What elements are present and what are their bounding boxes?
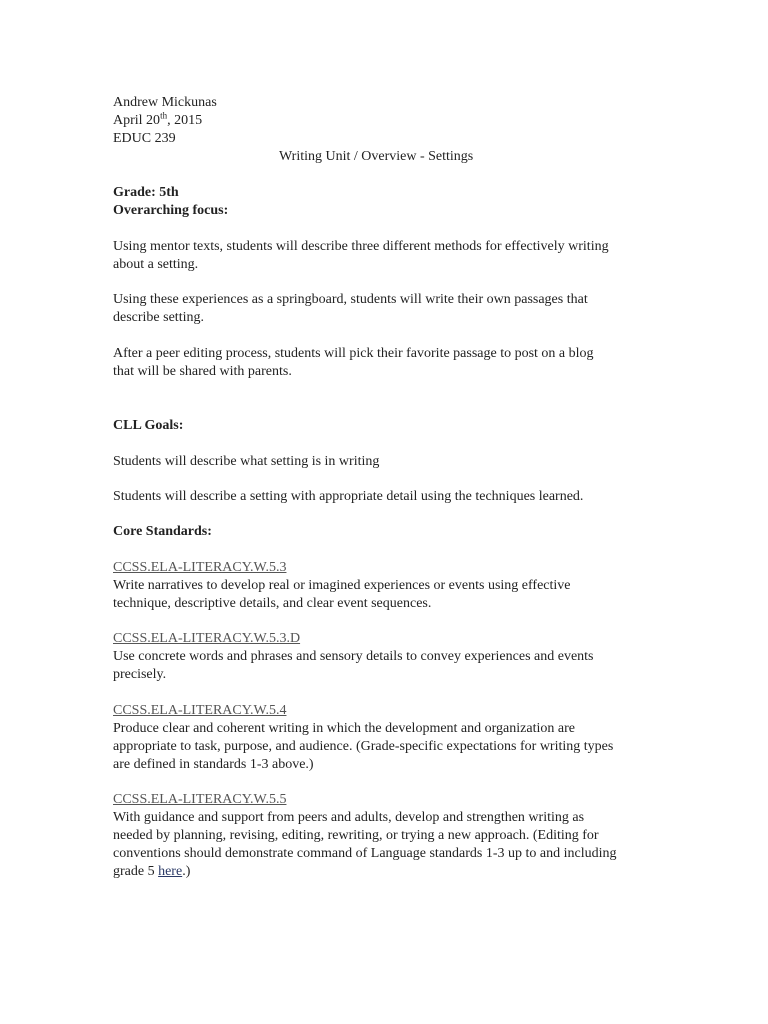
cll-goal: Students will describe what setting is in writing xyxy=(113,454,380,469)
paragraph-line: describe setting. xyxy=(113,310,204,325)
cll-goal: Students will describe a setting with appropriate detail using the techniques learned. xyxy=(113,489,584,504)
document-page xyxy=(113,94,673,881)
course-code: EDUC 239 xyxy=(113,131,176,146)
standard-text-line: conventions should demonstrate command of Language standards 1-3 up to and including xyxy=(113,846,617,861)
paragraph-line: about a setting. xyxy=(113,257,199,272)
standard-text-suffix: .) xyxy=(182,864,191,879)
standard-text-line: Write narratives to develop real or imagined experiences or events using effective xyxy=(113,578,571,593)
standard-block xyxy=(113,630,673,684)
core-standards-heading: Core Standards: xyxy=(113,524,212,539)
overarching-heading: Overarching focus: xyxy=(113,203,229,218)
here-link[interactable]: here xyxy=(158,864,183,879)
cll-goals-heading: CLL Goals: xyxy=(113,418,184,433)
grade-label: Grade: 5th xyxy=(113,185,179,200)
date-suffix: th xyxy=(160,110,168,121)
standard-link[interactable]: CCSS.ELA-LITERACY.W.5.5 xyxy=(113,792,287,807)
document-date xyxy=(113,112,673,130)
standard-block xyxy=(113,791,673,881)
standard-text-line: Produce clear and coherent writing in which the development and organization are xyxy=(113,721,575,736)
paragraph-line: Using mentor texts, students will describe three different methods for effectively writing xyxy=(113,239,609,254)
standard-text-line: needed by planning, revising, editing, rewriting, or trying a new approach. (Editing for xyxy=(113,828,599,843)
standard-text-line: are defined in standards 1-3 above.) xyxy=(113,757,314,772)
standard-text-line: precisely. xyxy=(113,667,167,682)
standard-text-prefix: grade 5 xyxy=(113,864,159,879)
standard-link[interactable]: CCSS.ELA-LITERACY.W.5.4 xyxy=(113,703,287,718)
standard-link[interactable]: CCSS.ELA-LITERACY.W.5.3 xyxy=(113,560,287,575)
paragraph-line: After a peer editing process, students will pick their favorite passage to post on a blog xyxy=(113,346,594,361)
author-name: Andrew Mickunas xyxy=(113,95,217,110)
date-month-day: April 20 xyxy=(113,113,161,128)
standard-text-line: appropriate to task, purpose, and audience. (Grade-specific expectations for writing types xyxy=(113,739,614,754)
date-year: , 2015 xyxy=(167,113,203,128)
standard-link[interactable]: CCSS.ELA-LITERACY.W.5.3.D xyxy=(113,631,301,646)
overarching-paragraph xyxy=(113,345,673,381)
standard-text-line: With guidance and support from peers and adults, develop and strengthen writing as xyxy=(113,810,585,825)
paragraph-line: Using these experiences as a springboard, students will write their own passages that xyxy=(113,292,588,307)
paragraph-line: that will be shared with parents. xyxy=(113,364,292,379)
standard-block xyxy=(113,702,673,774)
standard-text-line: Use concrete words and phrases and sensory details to convey experiences and events xyxy=(113,649,594,664)
overarching-paragraph xyxy=(113,291,673,327)
standard-text-line: technique, descriptive details, and clear event sequences. xyxy=(113,596,432,611)
standard-text-line xyxy=(113,863,673,881)
document-title: Writing Unit / Overview - Settings xyxy=(279,149,474,164)
overarching-paragraph xyxy=(113,238,673,274)
standard-block xyxy=(113,559,673,613)
